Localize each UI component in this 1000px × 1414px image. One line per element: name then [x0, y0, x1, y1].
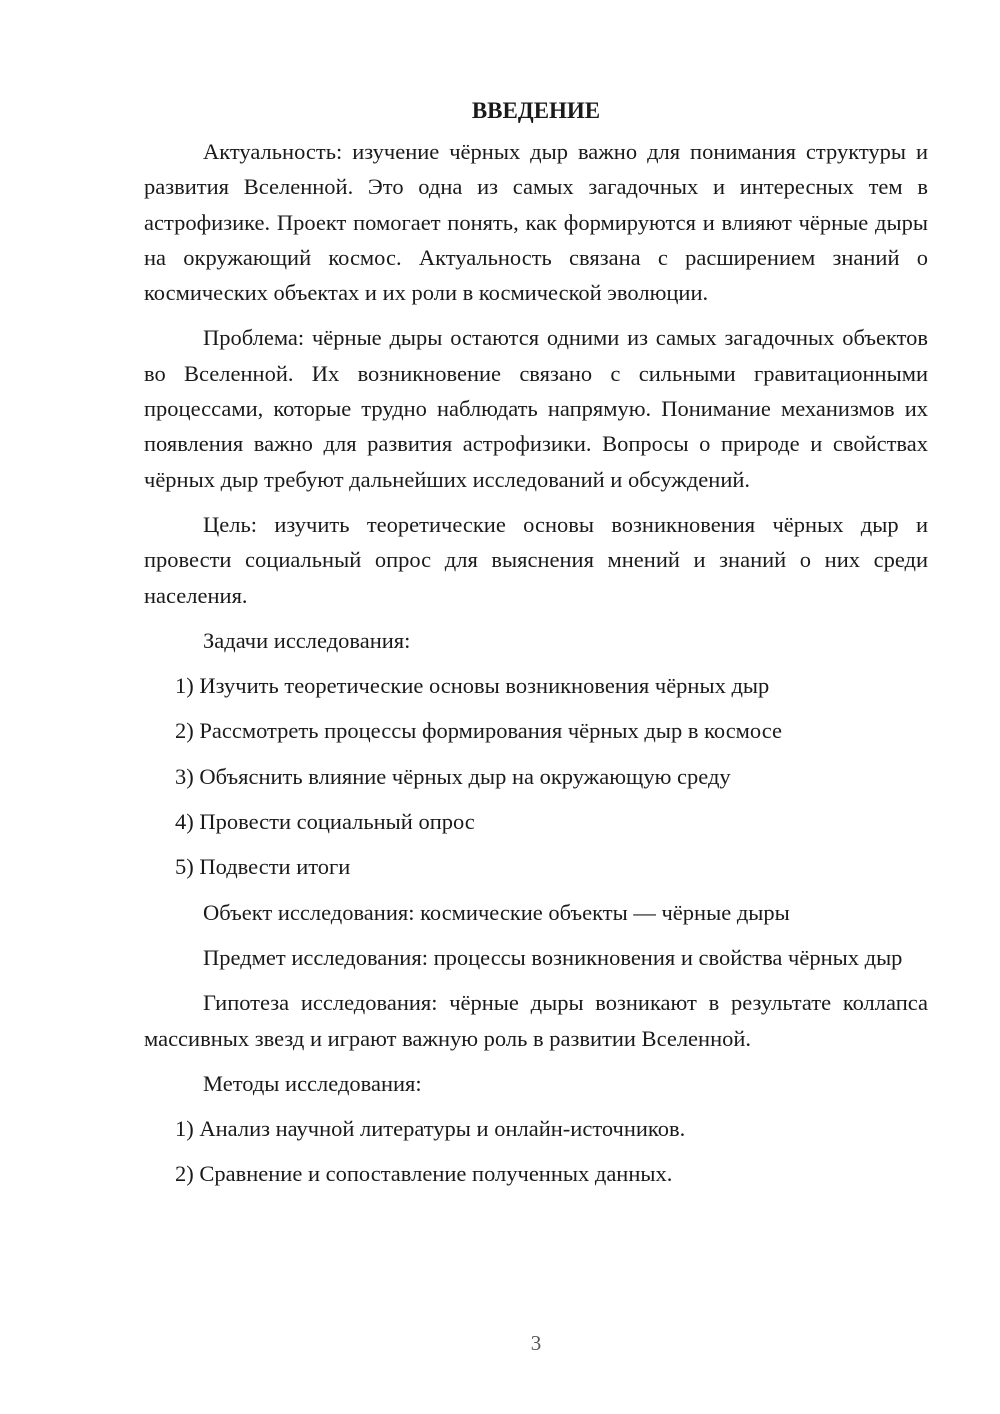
- method-item: 1) Анализ научной литературы и онлайн-источников.: [175, 1116, 686, 1142]
- tasks-heading: Задачи исследования:: [203, 627, 411, 653]
- tasks-list: [144, 668, 928, 884]
- research-hypothesis: Гипотеза исследования: чёрные дыры возникают в результате коллапса массивных звезд и играют важную роль в развитии Вселенной.: [144, 990, 928, 1051]
- methods-list: [144, 1111, 928, 1192]
- section-title: ВВЕДЕНИЕ: [471, 98, 601, 123]
- methods-heading: Методы исследования:: [203, 1070, 422, 1096]
- method-item: 2) Сравнение и сопоставление полученных данных.: [175, 1161, 673, 1187]
- research-subject: Предмет исследования: процессы возникновения и свойства чёрных дыр: [203, 944, 903, 970]
- page-number: 3: [530, 1331, 542, 1355]
- task-item: 4) Провести социальный опрос: [175, 809, 475, 835]
- problem-paragraph: Проблема: чёрные дыры остаются одними из самых загадочных объектов во Вселенной. Их возникновение связано с сильными гравитационными процессами, которые трудно наблюдать напрямую. Понимание механизмов их появления важно для развития астрофизики. Вопросы о природе и свойствах чёрных дыр требуют дальнейших исследований и обсуждений.: [144, 325, 928, 492]
- task-item: 5) Подвести итоги: [175, 854, 351, 880]
- task-item: 1) Изучить теоретические основы возникновения чёрных дыр: [175, 673, 770, 699]
- task-item: 2) Рассмотреть процессы формирования чёрных дыр в космосе: [175, 718, 782, 744]
- goal-paragraph: Цель: изучить теоретические основы возникновения чёрных дыр и провести социальный опрос для выяснения мнений и знаний о них среди населения.: [144, 511, 928, 608]
- document-body: [144, 96, 928, 1192]
- task-item: 3) Объяснить влияние чёрных дыр на окружающую среду: [175, 763, 731, 789]
- relevance-paragraph: Актуальность: изучение чёрных дыр важно для понимания структуры и развития Вселенной. Это одна из самых загадочных и интересных тем в астрофизике. Проект помогает понять, как формируются и влияют чёрные дыры на окружающий космос. Актуальность связана с расширением знаний о космических объектах и их роли в космической эволюции.: [144, 139, 928, 306]
- research-object: Объект исследования: космические объекты — чёрные дыры: [203, 899, 790, 925]
